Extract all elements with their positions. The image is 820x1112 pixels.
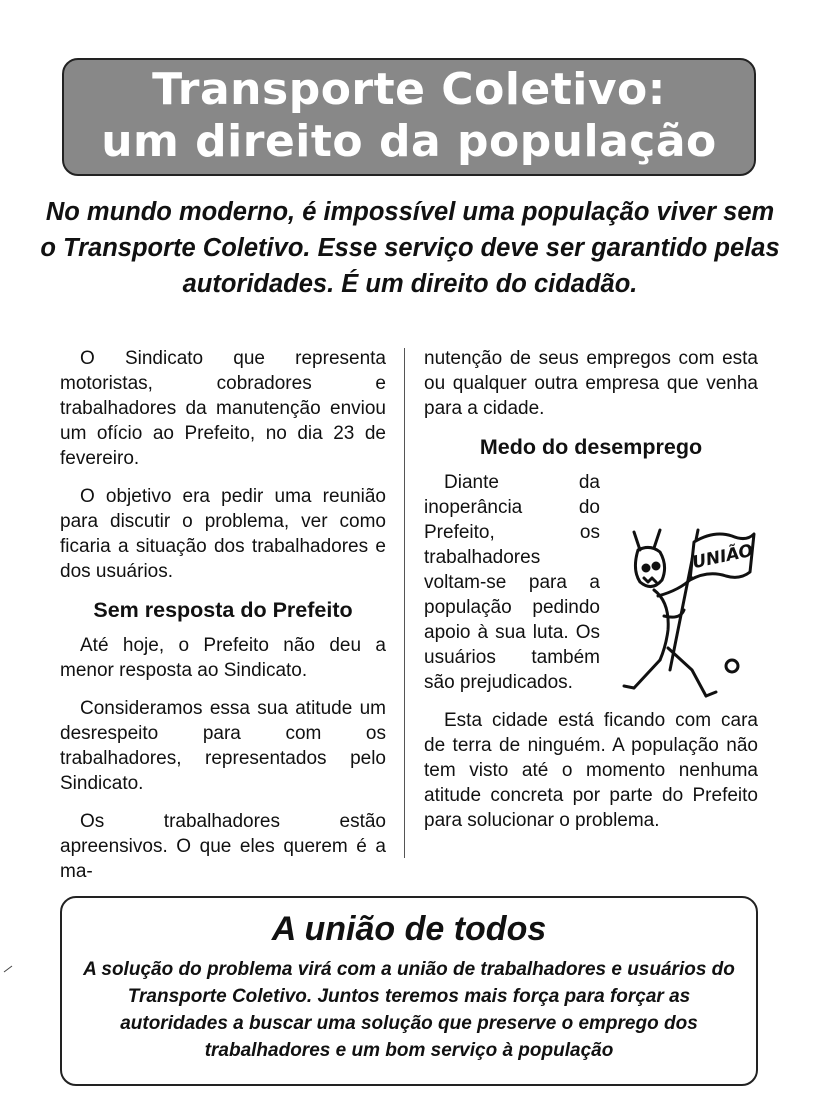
title-banner xyxy=(62,58,756,176)
column-divider xyxy=(404,348,405,858)
left-paragraph-1: O Sindicato que representa motoristas, cobradores e trabalhadores da manutenção enviou um ofício ao Prefeito, no dia 23 de fevereiro. xyxy=(60,348,386,469)
conclusion-box xyxy=(60,896,758,1086)
flag-text: UNIÃO xyxy=(690,540,755,574)
left-paragraph-5: Os trabalhadores estão apreensivos. O que eles querem é a ma- xyxy=(60,811,386,882)
left-paragraph-2: O objetivo era pedir uma reunião para discutir o problema, ver como ficaria a situação dos trabalhadores e dos usuários. xyxy=(60,486,386,582)
right-column xyxy=(424,346,758,846)
conclusion-text: A solução do problema virá com a união de trabalhadores e usuários do Transporte Coletivo. Juntos teremos mais força para forçar as autoridades a buscar uma solução que preserve o emprego dos trabalhadores e um bom serviço à população xyxy=(83,959,735,1061)
title-line-1: Transporte Coletivo: xyxy=(152,64,666,115)
section-heading-sem-resposta: Sem resposta do Prefeito xyxy=(93,598,353,622)
left-paragraph-3: Até hoje, o Prefeito não deu a menor resposta ao Sindicato. xyxy=(60,635,386,681)
title-line-2: um direito da população xyxy=(101,116,717,167)
left-column xyxy=(60,346,386,897)
right-paragraph-2 xyxy=(424,470,758,695)
cartoon-figure-with-flag-icon xyxy=(610,520,760,702)
right-paragraph-2-text: Diante da inoperância do Prefeito, os trabalhadores voltam-se para a população pedindo apoio à sua luta. Os usuários também são prejudicados. xyxy=(424,472,600,693)
conclusion-title: A união de todos xyxy=(271,910,547,948)
left-paragraph-4: Consideramos essa sua atitude um desrespeito para com os trabalhadores, representados pelo Sindicato. xyxy=(60,698,386,794)
lead-paragraph: No mundo moderno, é impossível uma população viver sem o Transporte Coletivo. Esse serviço deve ser garantido pelas autoridades. É um direito do cidadão. xyxy=(40,198,780,298)
right-paragraph-1: nutenção de seus empregos com esta ou qualquer outra empresa que venha para a cidade. xyxy=(424,348,758,419)
right-paragraph-3: Esta cidade está ficando com cara de terra de ninguém. A população não tem visto até o momento nenhuma atitude concreta por parte do Prefeito para solucionar o problema. xyxy=(424,710,758,831)
section-heading-medo: Medo do desemprego xyxy=(479,435,703,459)
stray-mark xyxy=(2,962,14,974)
